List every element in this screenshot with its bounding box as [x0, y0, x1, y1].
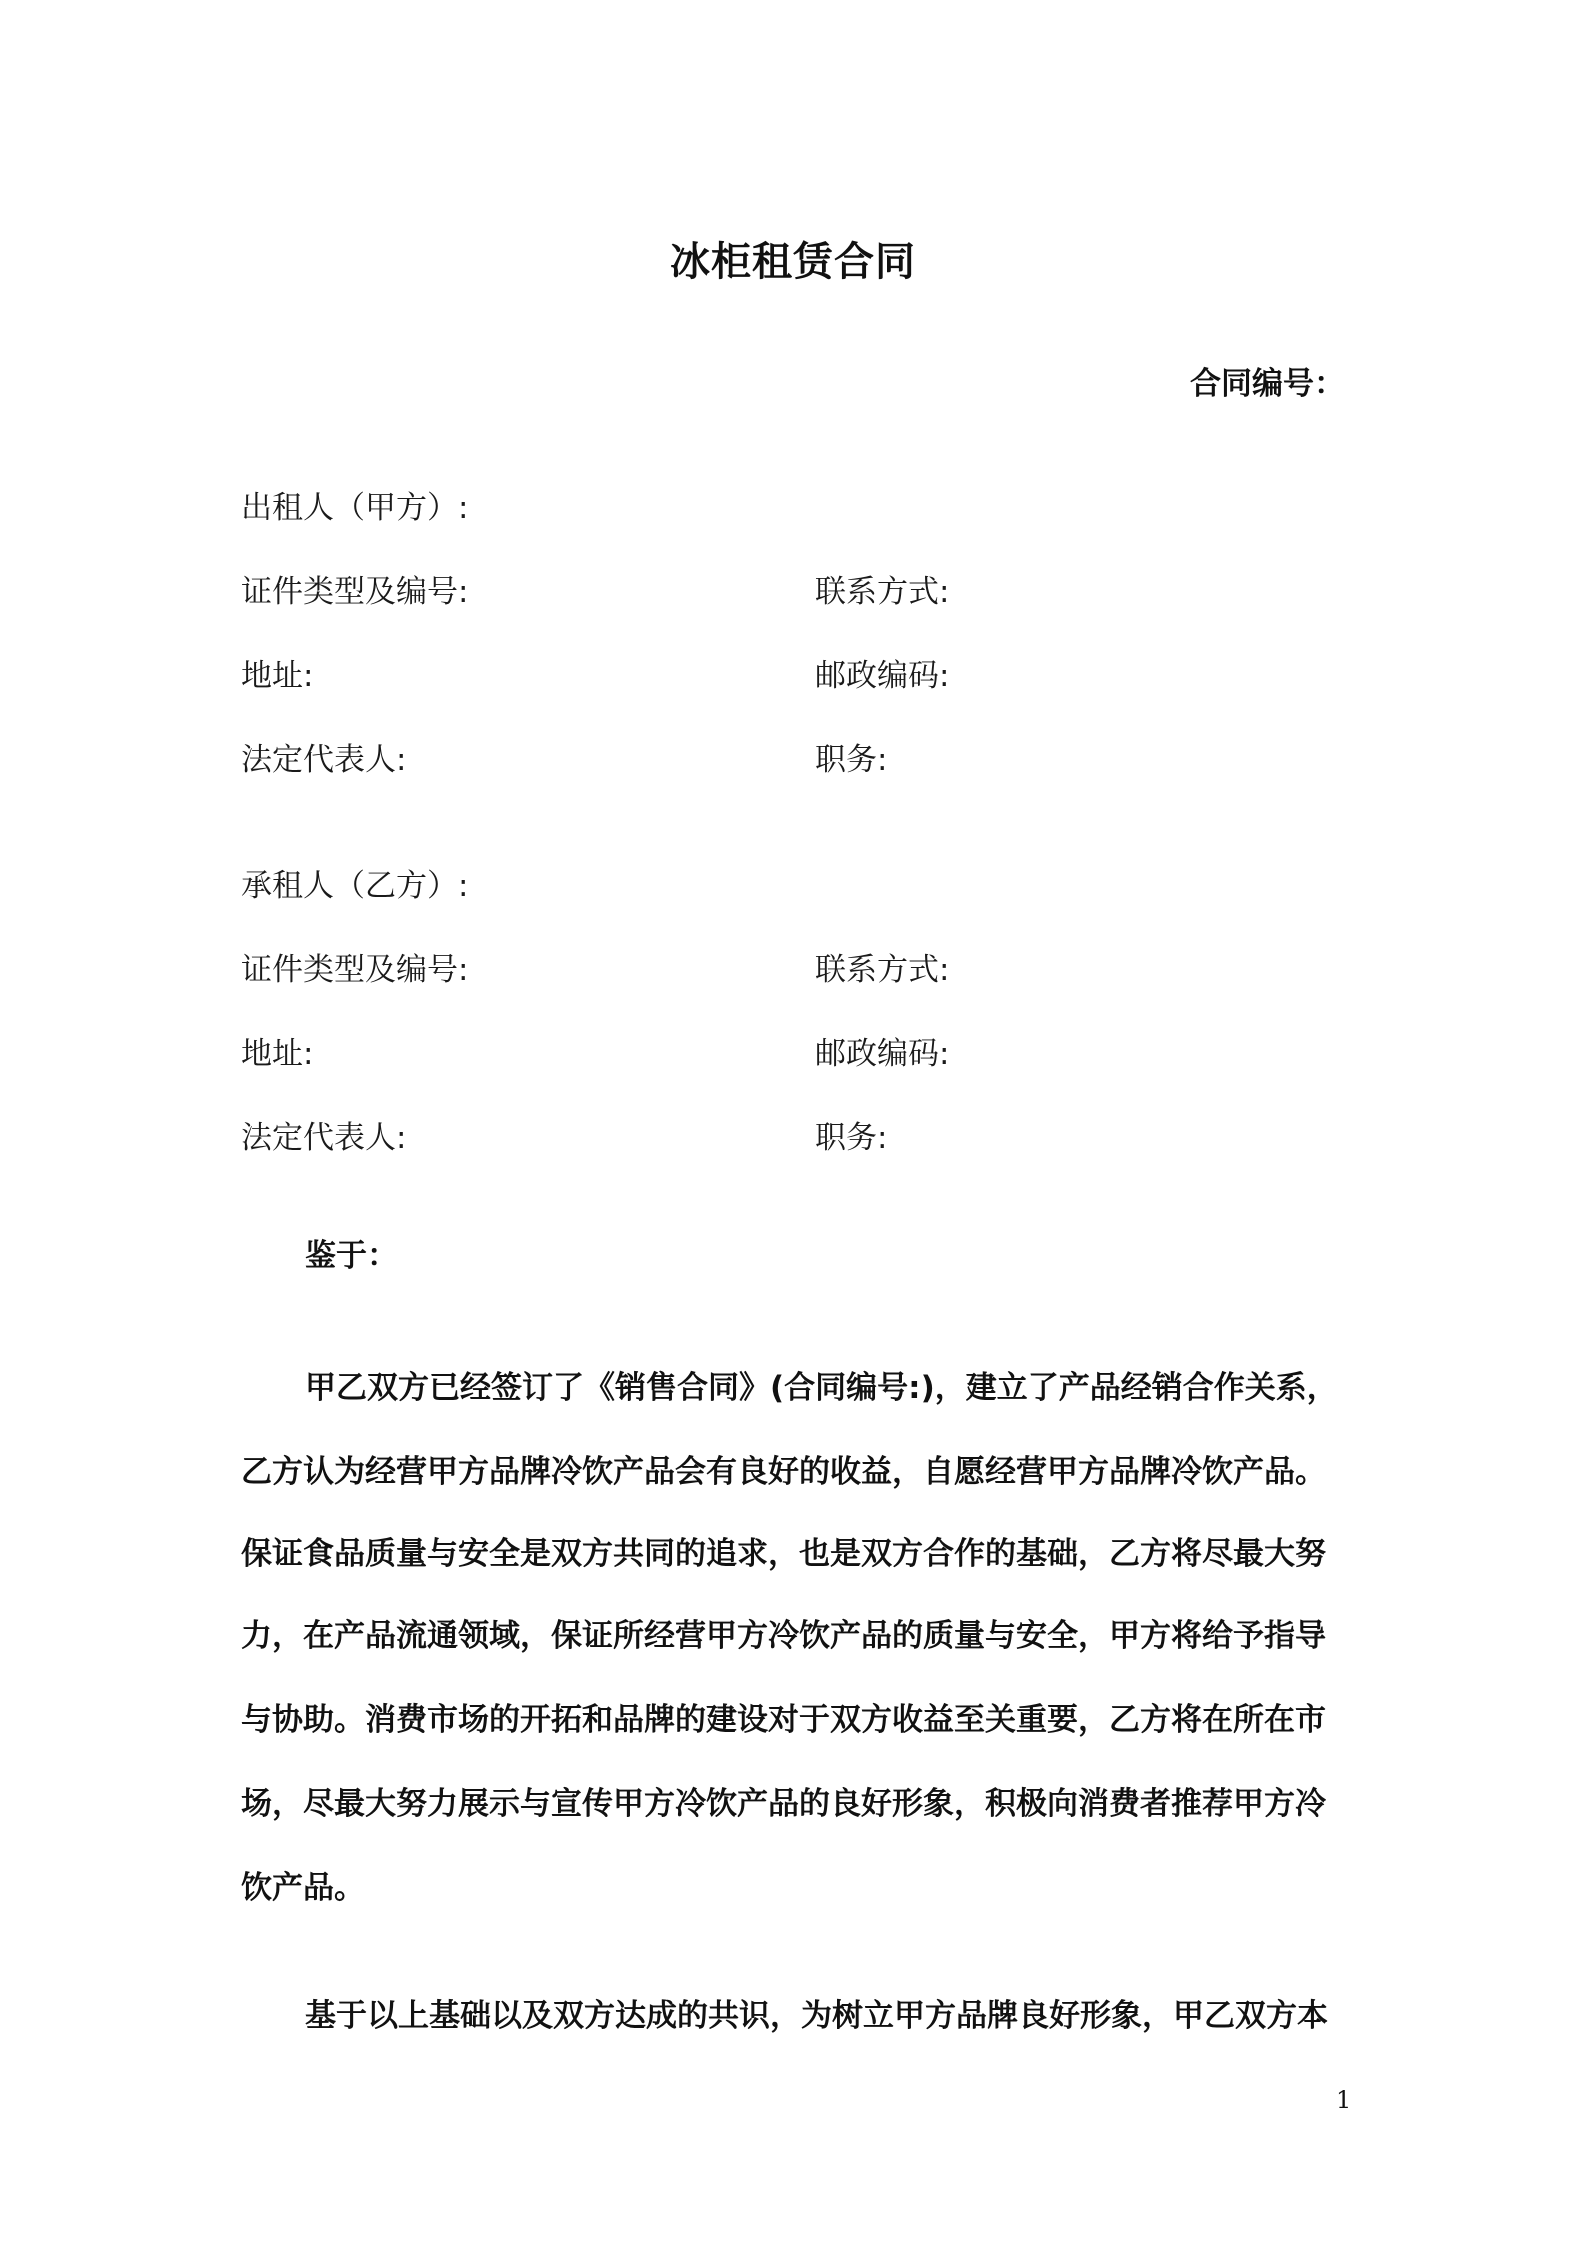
lessee-postal-label: 邮政编码: — [815, 1036, 950, 1072]
lessor-id-label: 证件类型及编号: — [241, 574, 469, 610]
lessee-rep-label: 法定代表人: — [241, 1120, 407, 1156]
page-number: 1 — [1336, 2086, 1352, 2114]
lessee-heading: 承租人（乙方）: — [241, 868, 469, 904]
contract-number-label: 合同编号： — [1190, 366, 1345, 402]
lessee-contact-label: 联系方式: — [815, 952, 950, 988]
lessee-id-label: 证件类型及编号: — [241, 952, 469, 988]
paragraph-line: 力，在产品流通领域，保证所经营甲方冷饮产品的质量与安全，甲方将给予指导 — [241, 1618, 1326, 1654]
lessor-contact-label: 联系方式: — [815, 574, 950, 610]
lessor-rep-label: 法定代表人: — [241, 742, 407, 778]
paragraph-line: 甲乙双方已经签订了《销售合同》(合同编号:)，建立了产品经销合作关系， — [305, 1370, 1338, 1406]
paragraph-line: 饮产品。 — [241, 1870, 365, 1906]
lessee-position-label: 职务: — [815, 1120, 888, 1156]
paragraph-line: 基于以上基础以及双方达成的共识，为树立甲方品牌良好形象，甲乙双方本 — [305, 1998, 1328, 2034]
paragraph-line: 与协助。消费市场的开拓和品牌的建设对于双方收益至关重要，乙方将在所在市 — [241, 1702, 1326, 1738]
lessee-address-label: 地址: — [241, 1036, 314, 1072]
lessor-postal-label: 邮政编码: — [815, 658, 950, 694]
document-title: 冰柜租赁合同 — [670, 239, 916, 285]
lessor-heading: 出租人（甲方）: — [241, 490, 469, 526]
whereas-label: 鉴于： — [305, 1238, 398, 1274]
paragraph-line: 乙方认为经营甲方品牌冷饮产品会有良好的收益，自愿经营甲方品牌冷饮产品。 — [241, 1454, 1326, 1490]
lessor-address-label: 地址: — [241, 658, 314, 694]
paragraph-line: 场，尽最大努力展示与宣传甲方冷饮产品的良好形象，积极向消费者推荐甲方冷 — [241, 1786, 1326, 1822]
lessor-position-label: 职务: — [815, 742, 888, 778]
paragraph-line: 保证食品质量与安全是双方共同的追求，也是双方合作的基础，乙方将尽最大努 — [241, 1536, 1326, 1572]
